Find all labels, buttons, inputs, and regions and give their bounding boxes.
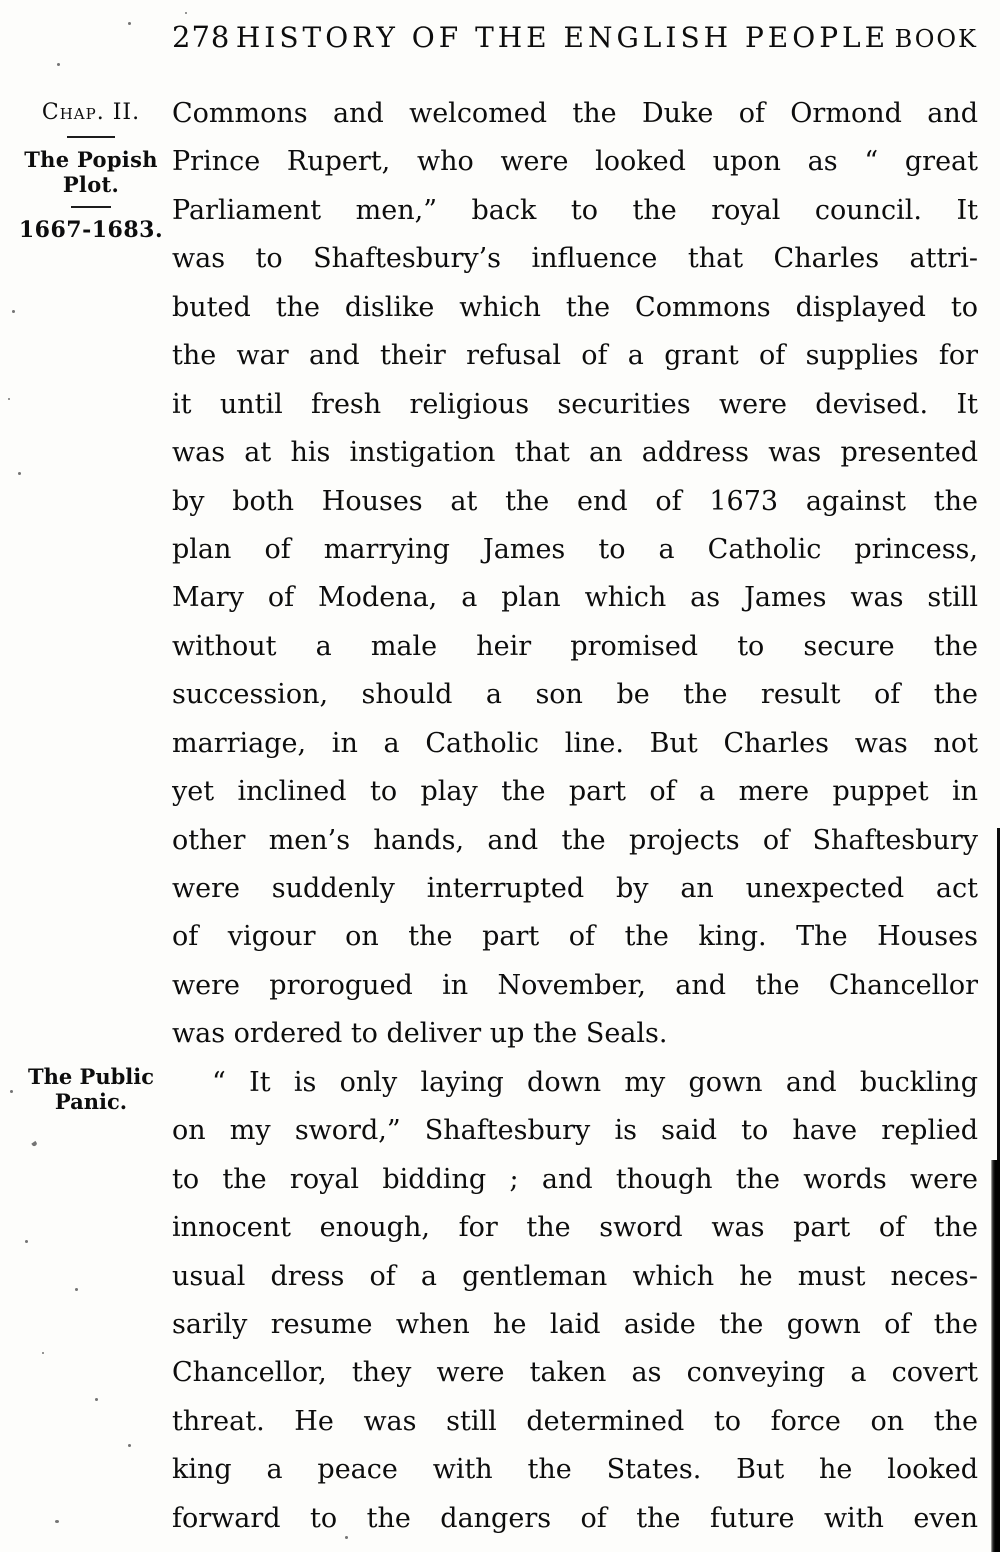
running-header	[172, 20, 978, 54]
scan-speckle	[128, 1444, 131, 1447]
margin-rule	[71, 206, 111, 208]
margin-notes-top	[16, 100, 166, 243]
margin-note-line: Panic.	[54, 1089, 128, 1114]
scan-speckle	[128, 22, 131, 25]
text-line: yet inclined to play the part of a mere puppet in	[172, 776, 978, 808]
scan-speckle	[25, 1240, 28, 1243]
chapter-label: Chap. II.	[41, 100, 141, 125]
margin-note-public-panic	[16, 1064, 166, 1114]
scan-speckle	[345, 1536, 348, 1539]
text-line: succession, should a son be the result of the	[172, 679, 978, 711]
scan-speckle	[57, 63, 60, 66]
text-line: Chancellor, they were taken as conveying a covert	[172, 1357, 978, 1389]
margin-date-range: 1667-1683.	[18, 217, 164, 243]
text-line: to the royal bidding ; and though the words were	[172, 1163, 978, 1195]
margin-note-line: Plot.	[62, 172, 120, 197]
text-line: of vigour on the part of the king. The Houses	[172, 921, 978, 953]
paragraph	[172, 90, 978, 1059]
text-line: by both Houses at the end of 1673 against the	[172, 485, 978, 517]
text-line: was ordered to deliver up the Seals.	[172, 1018, 668, 1050]
text-line: on my sword,” Shaftesbury is said to have replied	[172, 1115, 978, 1147]
margin-note-line: The Public	[27, 1064, 155, 1089]
text-line: without a male heir promised to secure the	[172, 630, 978, 662]
scan-speckle	[185, 12, 187, 14]
text-line: Parliament men,” back to the royal council. It	[172, 194, 978, 226]
scan-speckle	[31, 1141, 37, 1147]
text-line: marriage, in a Catholic line. But Charles was not	[172, 727, 978, 759]
scan-speckle	[18, 472, 21, 475]
body-text	[172, 90, 978, 1543]
text-line: Mary of Modena, a plan which as James was still	[172, 582, 978, 614]
text-line: king a peace with the States. But he looked	[172, 1454, 978, 1486]
scan-speckle	[10, 1090, 13, 1093]
margin-note-line: The Popish	[24, 147, 158, 172]
scan-speckle	[75, 1288, 78, 1291]
text-line: innocent enough, for the sword was part of the	[172, 1212, 978, 1244]
text-line: “ It is only laying down my gown and buckling	[212, 1066, 978, 1098]
text-line: buted the dislike which the Commons displayed to	[172, 291, 978, 323]
scan-speckle	[8, 398, 10, 400]
scan-speckle	[55, 1520, 59, 1523]
text-line: Commons and welcomed the Duke of Ormond and	[172, 98, 978, 129]
text-line: the war and their refusal of a grant of supplies for	[172, 340, 978, 372]
text-line: was to Shaftesbury’s influence that Charles attri-	[172, 243, 978, 275]
text-line: were suddenly interrupted by an unexpected act	[172, 873, 978, 904]
text-line: other men’s hands, and the projects of Shaftesbury	[172, 824, 978, 856]
text-line: threat. He was still determined to force on the	[172, 1405, 978, 1437]
scan-speckle	[12, 310, 15, 313]
scan-speckle	[95, 1398, 98, 1401]
paragraph	[172, 1059, 978, 1543]
scan-edge-artifact	[991, 1160, 1000, 1552]
text-line: Prince Rupert, who were looked upon as “ great	[172, 146, 978, 178]
text-line: plan of marrying James to a Catholic princess,	[172, 533, 978, 565]
text-line: usual dress of a gentleman which he must neces-	[172, 1260, 978, 1292]
margin-rule	[67, 136, 115, 138]
margin-note-popish-plot	[16, 147, 166, 197]
text-line: were prorogued in November, and the Chancellor	[172, 969, 978, 1001]
page-number: 278	[172, 20, 231, 54]
running-title: HISTORY OF THE ENGLISH PEOPLE	[235, 21, 890, 54]
scan-speckle	[42, 1352, 44, 1354]
text-line: forward to the dangers of the future with even	[172, 1502, 978, 1534]
text-line: sarily resume when he laid aside the gown of the	[172, 1308, 978, 1340]
text-line: was at his instigation that an address was presented	[172, 437, 978, 469]
book-signature: BOOK	[894, 25, 978, 53]
text-line: it until fresh religious securities were devised. It	[172, 388, 978, 420]
